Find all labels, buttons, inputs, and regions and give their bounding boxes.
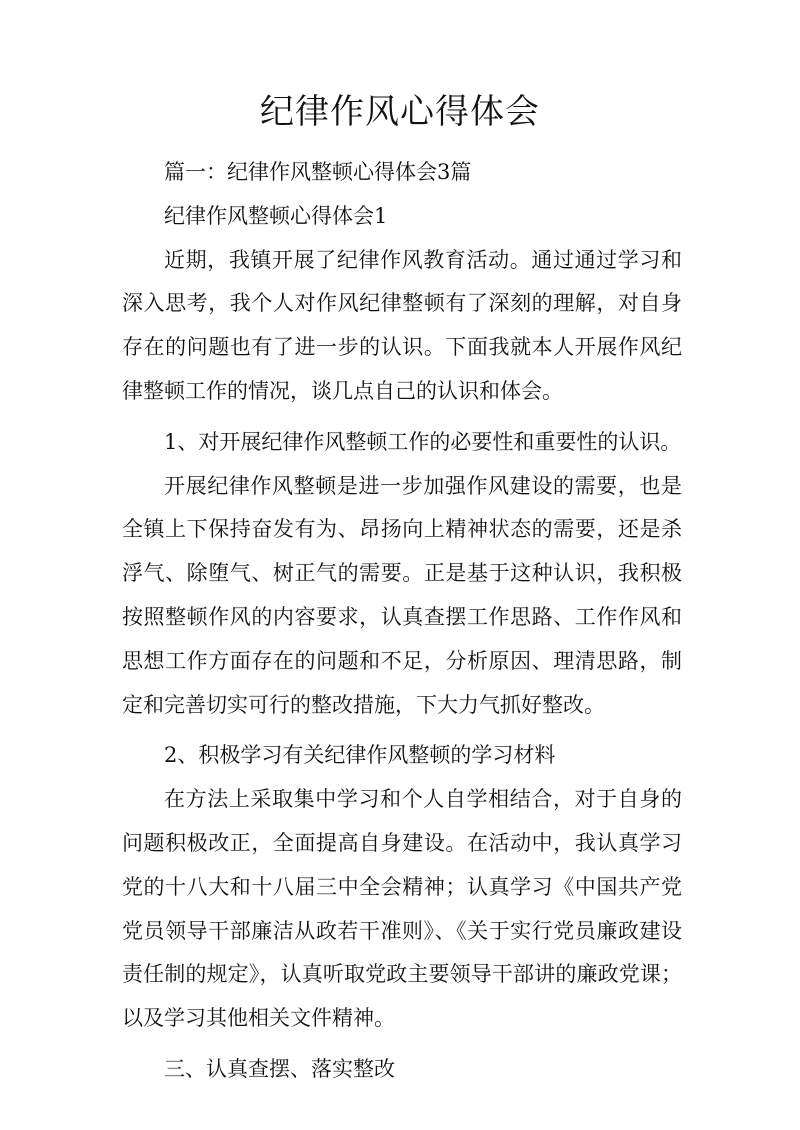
point-heading-1: 1、对开展纪律作风整顿工作的必要性和重要性的认识。 — [164, 429, 682, 454]
body-paragraph: 在方法上采取集中学习和个人自学相结合，对于自身的问题积极改正，全面提高自身建设。在活动中，我认真学习党的十八大和十八届三中全会精神；认真学习《中国共产党党员领导干部廉洁从政若干准则》、《关于实行党员廉政建设责任制的规定》，认真听取党政主要领导干部讲的廉政党课；以及学习其他相关文件精神。 — [122, 787, 682, 1031]
point-heading-3: 三、认真查摆、落实整改 — [164, 1056, 395, 1081]
document-body — [122, 151, 682, 1092]
body-paragraph: 近期，我镇开展了纪律作风教育活动。通过通过学习和深入思考，我个人对作风纪律整顿有了深刻的理解，对自身存在的问题也有了进一步的认识。下面我就本人开展作风纪律整顿工作的情况，谈几点自己的认识和体会。 — [122, 247, 682, 403]
body-paragraph: 开展纪律作风整顿是进一步加强作风建设的需要，也是全镇上下保持奋发有为、昂扬向上精神状态的需要，还是杀浮气、除堕气、树正气的需要。正是基于这种认识，我积极按照整顿作风的内容要求，认真查摆工作思路、工作作风和思想工作方面存在的问题和不足，分析原因、理清思路，制定和完善切实可行的整改措施，下大力气抓好整改。 — [122, 473, 682, 717]
subsection-heading: 纪律作风整顿心得体会1 — [164, 203, 388, 228]
document-title: 纪律作风心得体会 — [260, 92, 540, 132]
point-heading-2: 2、积极学习有关纪律作风整顿的学习材料 — [164, 743, 556, 768]
section-heading: 篇一：纪律作风整顿心得体会3篇 — [164, 160, 472, 184]
